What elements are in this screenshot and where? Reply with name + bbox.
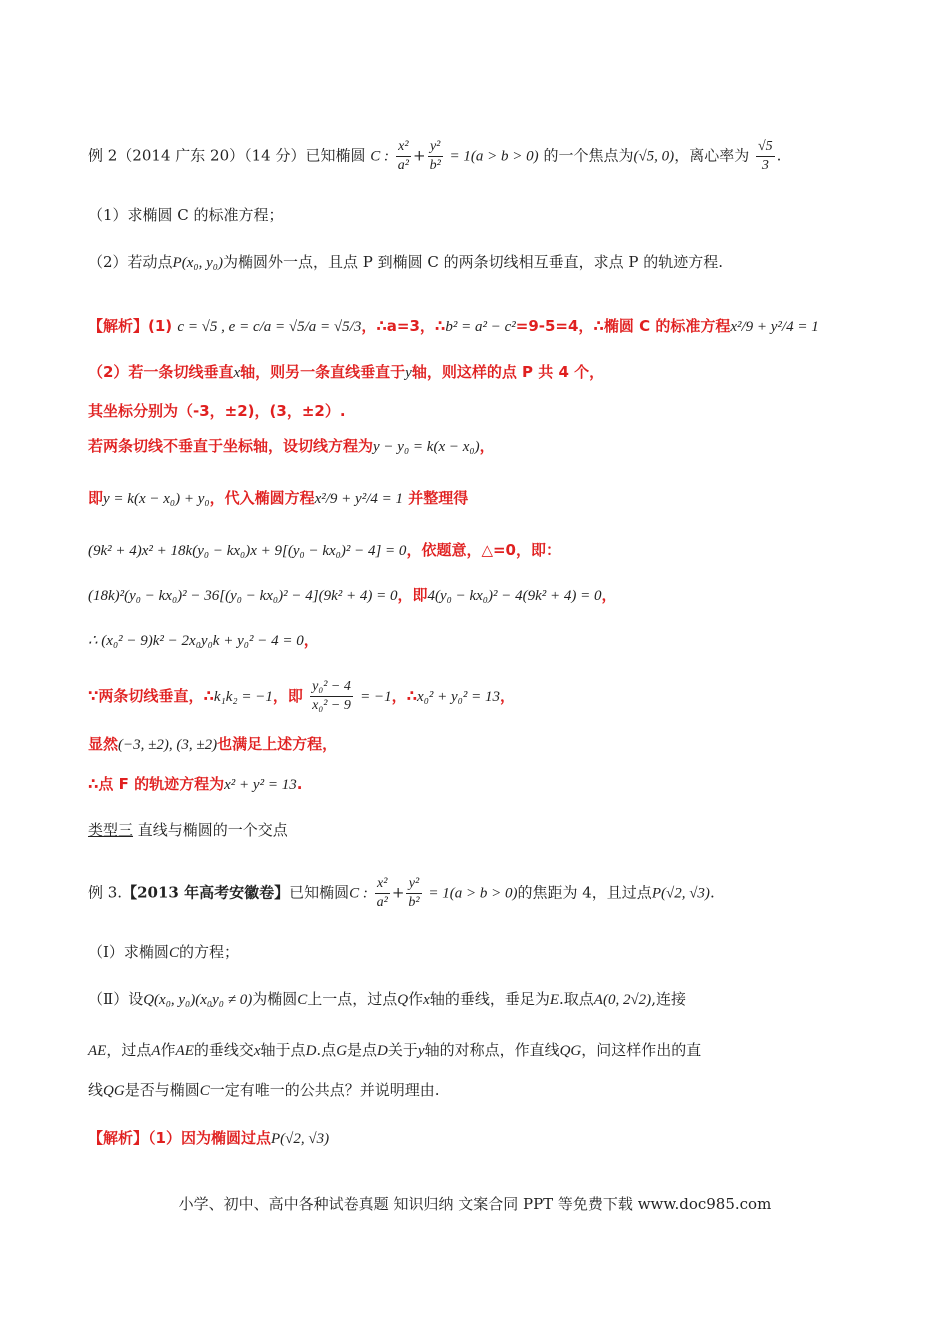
- frac-den: b²: [429, 158, 441, 173]
- text: ，∴a=3，∴: [361, 317, 446, 335]
- text: 线: [88, 1081, 104, 1099]
- text: （2）若动点: [88, 253, 173, 271]
- math: A(0, 2√2): [593, 992, 652, 1008]
- question-2: [88, 252, 723, 273]
- fraction: [310, 678, 353, 715]
- frac-den: a²: [397, 158, 409, 173]
- math: Q: [397, 992, 409, 1008]
- ellipse-condition: = 1(a > b > 0): [449, 148, 539, 165]
- math: A: [151, 1043, 161, 1059]
- ellipse-condition: = 1(a > b > 0): [428, 885, 518, 902]
- math: x² + y² = 13: [224, 777, 297, 793]
- math: x: [423, 992, 430, 1008]
- text: 的焦距为 4，且过点: [517, 883, 652, 902]
- text: ，即: [397, 586, 428, 604]
- solution-line-1: [88, 316, 819, 337]
- text: 轴于点: [260, 1041, 306, 1059]
- point-p: P(√2, √3): [651, 885, 710, 902]
- text: 轴，则另一条直线垂直于: [240, 363, 406, 381]
- solution-line-7: [88, 585, 617, 606]
- text: ，过点: [106, 1041, 152, 1059]
- math: y = k(x − x₀) + y₀: [103, 491, 210, 507]
- solution-line-10: [88, 734, 337, 755]
- text: 若两条切线不垂直于坐标轴，设切线方程为: [88, 437, 374, 455]
- math: C: [297, 992, 308, 1008]
- text: ，: [601, 586, 617, 604]
- text: （2）若一条切线垂直: [88, 363, 234, 381]
- page-footer: 小学、初中、高中各种试卷真题 知识归纳 文案合同 PPT 等免费下载 www.doc985.com: [178, 1195, 772, 1213]
- source-tag: 【2013 年高考安徽卷】: [122, 883, 290, 902]
- question-ii-line-3: [88, 1080, 440, 1101]
- math: y: [405, 365, 412, 381]
- frac-num: y₀² − 4: [310, 678, 353, 697]
- section-label: 类型三: [88, 821, 134, 839]
- math: C: [199, 1083, 210, 1099]
- solution-tag: 【解析】: [88, 1129, 149, 1147]
- text: （Ⅰ）求椭圆: [88, 943, 169, 961]
- question-1: （1）求椭圆 C 的标准方程；: [88, 206, 284, 224]
- math: y − y₀ = k(x − x₀): [373, 439, 480, 455]
- solution-line-9: [88, 678, 515, 715]
- text: 一定有唯一的公共点？并说明理由.: [209, 1081, 440, 1099]
- example3-heading: 例 3.【2013 年高考安徽卷】已知椭圆C : $\frac{\text{x²}}{\text{a²}}$ + $\frac{\text{y²}}{\text{b²}}$ = 1(a > b > 0)的焦距为 4，且过点P(√2, √3).: [88, 876, 715, 910]
- frac-num: √5: [756, 138, 775, 157]
- example3-solution: [88, 1128, 329, 1149]
- text: (1): [148, 317, 173, 335]
- text: 上一点，过点: [307, 990, 398, 1008]
- ellipse-label: C :: [349, 885, 368, 902]
- text: ，: [479, 437, 495, 455]
- text: 作: [160, 1041, 176, 1059]
- example2-title: 例 2（2014 广东 20）（14 分）已知椭圆: [88, 146, 366, 165]
- math: QG: [103, 1083, 125, 1099]
- text: ，代入椭圆方程: [209, 489, 315, 507]
- math: D: [305, 1043, 317, 1059]
- question-i: [88, 942, 239, 963]
- math: AE: [88, 1043, 107, 1059]
- math: Q(x₀, y₀)(x₀y₀ ≠ 0): [143, 992, 253, 1008]
- math: = −1: [360, 689, 392, 705]
- example2-heading: 例 2（2014 广东 20）（14 分）已知椭圆 C : $\frac{\text{x²}}{\text{a²}}$ + $\frac{\text{y²}}{\text{b²}}$ = 1(a > b > 0) 的一个焦点为(√5, 0)，离心率为 $\frac{√5}{3}$ .: [88, 139, 782, 173]
- text: ∵两条切线垂直，∴: [88, 687, 214, 705]
- solution-line-11: [88, 774, 302, 795]
- math: P(√2, √3): [270, 1131, 330, 1147]
- solution-line-6: [88, 540, 561, 561]
- fraction-y2-b2: [406, 875, 421, 912]
- math: x: [233, 365, 241, 381]
- text: 显然: [88, 735, 119, 753]
- text: ，依题意，△=0，即：: [406, 541, 561, 559]
- math: D: [377, 1043, 388, 1059]
- math: x²/9 + y²/4 = 1: [314, 491, 403, 507]
- text: （1）因为椭圆过点: [148, 1129, 271, 1147]
- math: E: [549, 992, 560, 1008]
- text: 已知椭圆: [289, 883, 350, 902]
- text: ,连接: [651, 990, 686, 1008]
- text: ，: [500, 687, 516, 705]
- math: x: [253, 1043, 261, 1059]
- frac-num: x²: [375, 875, 390, 894]
- solution-tag: 【解析】: [88, 317, 149, 335]
- text: 的方程；: [178, 943, 239, 961]
- math: C: [168, 945, 179, 961]
- text: 并整理得: [408, 489, 469, 507]
- math: ∴ (x₀² − 9)k² − 2x₀y₀k + y₀² − 4 = 0: [88, 633, 304, 649]
- text: ，: [303, 631, 319, 649]
- section-text: 直线与椭圆的一个交点: [137, 821, 288, 839]
- frac-num: y²: [406, 875, 421, 894]
- text: .取点: [559, 990, 594, 1008]
- text: 为椭圆外一点，且点 P 到椭圆 C 的两条切线相互垂直，求点 P 的轨迹方程.: [222, 253, 723, 271]
- frac-den: 3: [761, 158, 769, 173]
- text: 也满足上述方程，: [217, 735, 338, 753]
- text: .: [296, 775, 303, 793]
- text: 作: [408, 990, 424, 1008]
- question-ii-line-2: [88, 1040, 701, 1061]
- text: 例 3.: [88, 883, 123, 902]
- math: AE: [175, 1043, 194, 1059]
- text: 的垂线交: [193, 1041, 254, 1059]
- solution-line-3: 其坐标分别为（-3，±2)，(3，±2）.: [88, 402, 346, 420]
- math: (−3, ±2), (3, ±2): [118, 737, 218, 753]
- text: 的一个焦点为: [543, 146, 634, 165]
- text: 轴的垂线，垂足为: [429, 990, 550, 1008]
- text: .点: [316, 1041, 337, 1059]
- frac-den: a²: [376, 895, 388, 910]
- text: .: [776, 146, 782, 165]
- text: 为椭圆: [252, 990, 298, 1008]
- math: b² = a² − c²: [445, 319, 516, 335]
- text: 是否与椭圆: [124, 1081, 200, 1099]
- math: x₀² + y₀² = 13: [417, 689, 501, 705]
- text: 轴的对称点，作直线: [424, 1041, 560, 1059]
- fraction-y2-b2: [428, 138, 443, 175]
- text: （Ⅱ）设: [88, 990, 144, 1008]
- math: (9k² + 4)x² + 18k(y₀ − kx₀)x + 9[(y₀ − kx₀)² − 4] = 0: [88, 543, 407, 559]
- text: ，∴: [391, 687, 418, 705]
- frac-den: b²: [408, 895, 420, 910]
- fraction-x2-a2: [396, 138, 411, 175]
- frac-num: y²: [428, 138, 443, 157]
- point-p: P(x₀, y₀): [172, 255, 223, 271]
- solution-line-2: [88, 362, 604, 383]
- math: x²/9 + y²/4 = 1: [730, 319, 819, 335]
- focus-point: (√5, 0): [633, 148, 675, 165]
- solution-line-5: [88, 488, 468, 509]
- text: ，即: [272, 687, 303, 705]
- text: .: [709, 883, 715, 902]
- text: 关于: [387, 1041, 418, 1059]
- text: =9-5=4，∴椭圆 C 的标准方程: [515, 317, 731, 335]
- frac-num: x²: [396, 138, 411, 157]
- fraction-x2-a2: [375, 875, 390, 912]
- text: ∴点 F 的轨迹方程为: [88, 775, 225, 793]
- section-heading: [88, 820, 288, 840]
- eccentricity-fraction: [756, 138, 775, 175]
- math: (18k)²(y₀ − kx₀)² − 36[(y₀ − kx₀)² − 4](9k² + 4) = 0: [88, 588, 398, 604]
- text: 是点: [347, 1041, 378, 1059]
- text: ，问这样作出的直: [581, 1041, 702, 1059]
- ellipse-label: C :: [370, 148, 389, 165]
- solution-line-8: [88, 630, 319, 651]
- question-ii-line-1: [88, 989, 686, 1010]
- math: G: [336, 1043, 348, 1059]
- text: ，离心率为: [674, 146, 750, 165]
- math: y: [417, 1043, 425, 1059]
- frac-den: x₀² − 9: [312, 698, 351, 713]
- text: 轴，则这样的点 P 共 4 个，: [411, 363, 605, 381]
- math: QG: [559, 1043, 582, 1059]
- solution-line-4: [88, 436, 495, 457]
- math: k₁k₂ = −1: [213, 689, 273, 705]
- math: 4(y₀ − kx₀)² − 4(9k² + 4) = 0: [427, 588, 602, 604]
- text: 即: [88, 489, 104, 507]
- math: c = √5 , e = c/a = √5/a = √5/3: [177, 319, 362, 335]
